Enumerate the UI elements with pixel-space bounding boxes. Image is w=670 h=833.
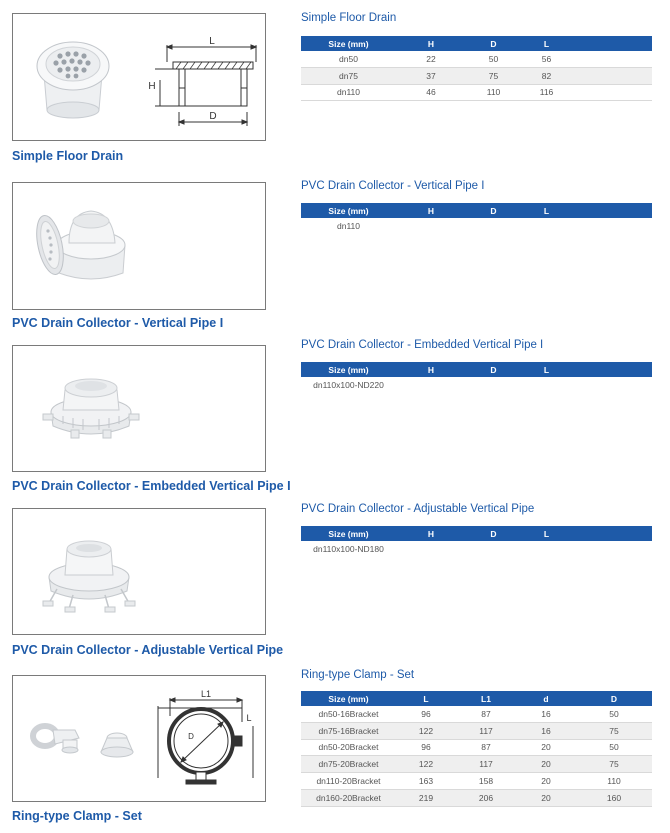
table-row	[301, 84, 652, 101]
column-header: D	[466, 362, 521, 377]
column-header-empty	[572, 362, 652, 377]
column-header: H	[396, 526, 466, 541]
dimension-label-l: L	[209, 36, 215, 47]
table-row	[301, 218, 652, 234]
table-cell: 75	[466, 67, 521, 84]
column-header: H	[396, 362, 466, 377]
product-caption: Simple Floor Drain	[12, 149, 124, 163]
table-cell: 22	[396, 51, 466, 67]
table-cell	[572, 541, 652, 557]
table-row	[301, 773, 652, 790]
table-cell	[521, 541, 572, 557]
column-header: L	[521, 526, 572, 541]
table-cell: dn50-20Bracket	[301, 739, 396, 756]
table-cell: 75	[576, 756, 652, 773]
table-cell	[572, 377, 652, 393]
table-cell: 16	[516, 706, 576, 722]
table-cell: 46	[396, 84, 466, 101]
table-row	[301, 739, 652, 756]
dimension-label-d: D	[209, 111, 217, 122]
column-header: H	[396, 36, 466, 51]
product-image-frame-embedded-pipe	[12, 345, 266, 472]
table-row	[301, 722, 652, 739]
table-cell: 50	[466, 51, 521, 67]
column-header: Size (mm)	[301, 203, 396, 218]
drain-collector-vertical-image	[13, 183, 265, 309]
table-cell: 20	[516, 773, 576, 790]
table-cell: 117	[456, 756, 516, 773]
table-cell: 50	[576, 706, 652, 722]
column-header: D	[466, 36, 521, 51]
table-cell: dn110-20Bracket	[301, 773, 396, 790]
table-cell: 158	[456, 773, 516, 790]
table-row	[301, 67, 652, 84]
table-cell	[466, 218, 521, 234]
table-cell: 219	[396, 789, 456, 806]
table-cell: dn50	[301, 51, 396, 67]
table-cell: 20	[516, 739, 576, 756]
table-cell	[521, 218, 572, 234]
column-header: L	[521, 36, 572, 51]
table-cell: 56	[521, 51, 572, 67]
table-header-row	[301, 203, 652, 218]
product-caption: PVC Drain Collector - Adjustable Vertical Pipe	[12, 643, 284, 657]
table-cell	[572, 218, 652, 234]
table-cell: dn160-20Bracket	[301, 789, 396, 806]
table-cell: 50	[576, 739, 652, 756]
table-cell: 37	[396, 67, 466, 84]
dimension-label-l1: L1	[200, 689, 212, 699]
floor-drain-image	[13, 14, 265, 140]
table-cell	[396, 218, 466, 234]
table-row	[301, 541, 652, 557]
table-cell: 87	[456, 706, 516, 722]
table-cell: 16	[516, 722, 576, 739]
table-header-row	[301, 36, 652, 51]
table-cell	[396, 377, 466, 393]
product-image-frame-ring-clamp	[12, 675, 266, 802]
table-cell: dn75	[301, 67, 396, 84]
section-title: PVC Drain Collector - Adjustable Vertical Pipe	[301, 503, 535, 515]
table-cell: dn75-20Bracket	[301, 756, 396, 773]
column-header: L1	[456, 691, 516, 706]
table-cell: 20	[516, 756, 576, 773]
product-image-frame-vertical-pipe	[12, 182, 266, 310]
table-cell: 75	[576, 722, 652, 739]
product-caption: Ring-type Clamp - Set	[12, 809, 142, 823]
table-row	[301, 789, 652, 806]
spec-table-ring-clamp	[301, 691, 652, 807]
section-title: PVC Drain Collector - Vertical Pipe I	[301, 180, 485, 192]
table-cell: dn75-16Bracket	[301, 722, 396, 739]
table-cell: dn110	[301, 84, 396, 101]
table-cell: 110	[466, 84, 521, 101]
spec-table-adjustable-pipe	[301, 526, 652, 557]
column-header-empty	[572, 203, 652, 218]
column-header: d	[516, 691, 576, 706]
column-header: L	[521, 362, 572, 377]
table-cell: 96	[396, 739, 456, 756]
table-cell: dn110	[336, 220, 360, 231]
table-cell	[572, 67, 652, 84]
table-cell	[521, 377, 572, 393]
table-cell: dn110x100-ND220	[313, 379, 384, 390]
dimension-label-h: H	[148, 81, 156, 92]
column-header: D	[576, 691, 652, 706]
column-header: Size (mm)	[301, 362, 396, 377]
table-cell	[572, 84, 652, 101]
table-cell	[466, 377, 521, 393]
table-header-row	[301, 691, 652, 706]
table-cell: 116	[521, 84, 572, 101]
table-cell: 206	[456, 789, 516, 806]
table-cell	[466, 541, 521, 557]
column-header: Size (mm)	[301, 691, 396, 706]
table-cell: dn50-16Bracket	[301, 706, 396, 722]
drain-collector-embedded-image	[13, 346, 265, 471]
product-image-frame-adjustable-pipe	[12, 508, 266, 635]
column-header: Size (mm)	[301, 526, 396, 541]
section-title: Simple Floor Drain	[301, 12, 397, 24]
table-cell: 82	[521, 67, 572, 84]
dimension-label-d: D	[188, 732, 194, 741]
table-cell: dn110x100-ND180	[313, 543, 384, 554]
column-header: L	[521, 203, 572, 218]
product-caption: PVC Drain Collector - Embedded Vertical Pipe I	[12, 479, 291, 493]
table-cell: 163	[396, 773, 456, 790]
table-row	[301, 51, 652, 67]
column-header: H	[396, 203, 466, 218]
product-caption: PVC Drain Collector - Vertical Pipe I	[12, 316, 224, 330]
section-title: PVC Drain Collector - Embedded Vertical Pipe I	[301, 339, 544, 351]
table-row	[301, 756, 652, 773]
table-cell	[396, 541, 466, 557]
table-cell: 122	[396, 722, 456, 739]
table-cell: 160	[576, 789, 652, 806]
table-cell: 117	[456, 722, 516, 739]
table-cell: 87	[456, 739, 516, 756]
table-row	[301, 706, 652, 722]
column-header-empty	[572, 526, 652, 541]
table-header-row	[301, 362, 652, 377]
table-header-row	[301, 526, 652, 541]
spec-table-embedded-pipe	[301, 362, 652, 393]
column-header: D	[466, 526, 521, 541]
column-header-empty	[572, 36, 652, 51]
table-cell: 122	[396, 756, 456, 773]
section-title: Ring-type Clamp - Set	[301, 669, 415, 681]
spec-table-floor-drain	[301, 36, 652, 101]
table-cell: 96	[396, 706, 456, 722]
table-cell: 110	[576, 773, 652, 790]
spec-table-vertical-pipe	[301, 203, 652, 234]
product-image-frame-floor-drain	[12, 13, 266, 141]
table-cell: 20	[516, 789, 576, 806]
column-header: L	[396, 691, 456, 706]
column-header: D	[466, 203, 521, 218]
column-header: Size (mm)	[301, 36, 396, 51]
table-row	[301, 377, 652, 393]
table-cell	[572, 51, 652, 67]
ring-clamp-image	[13, 676, 265, 801]
drain-collector-adjustable-image	[13, 509, 265, 634]
dimension-label-l: L	[246, 713, 252, 723]
